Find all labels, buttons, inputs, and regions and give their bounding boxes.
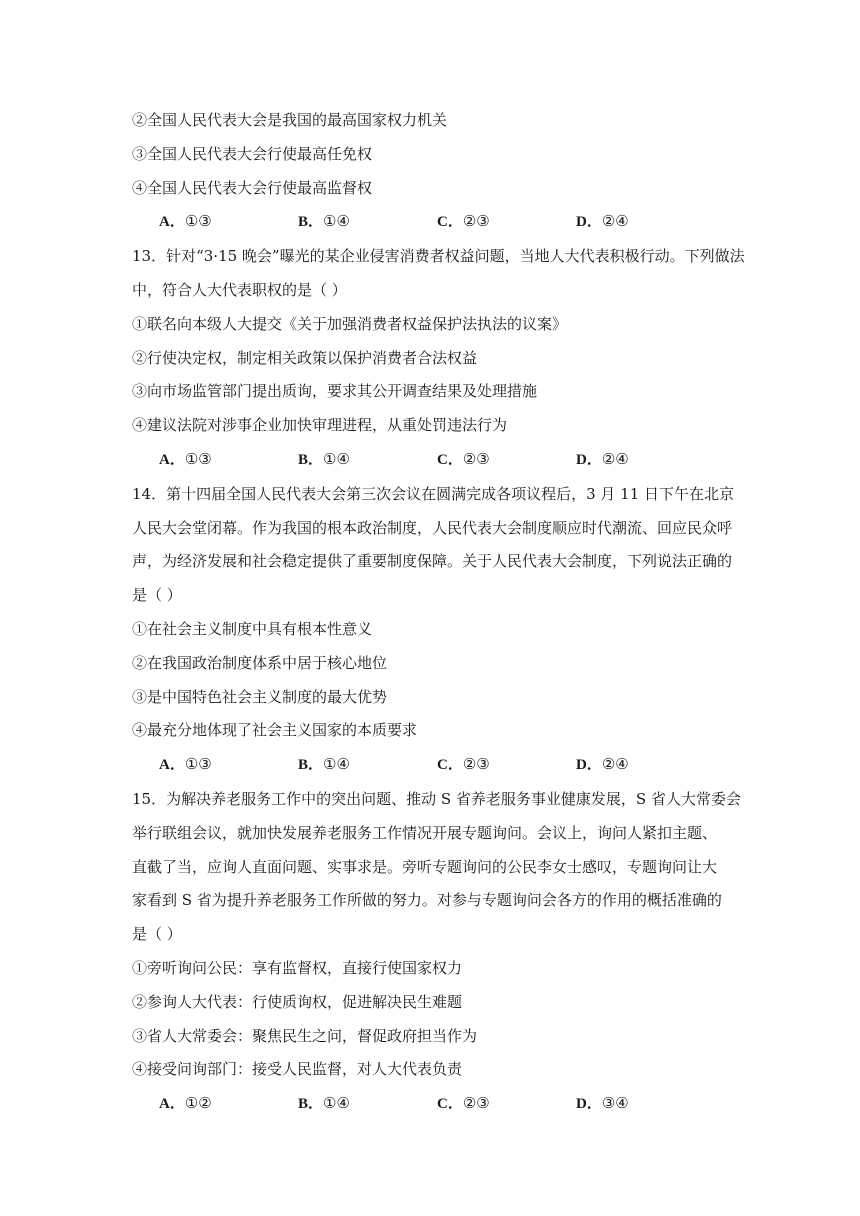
stem-line: 声，为经济发展和社会稳定提供了重要制度保障。关于人民代表大会制度，下列说法正确的: [132, 552, 733, 571]
statement: ③向市场监管部门提出质询，要求其公开调查结果及处理措施: [132, 382, 538, 401]
option-b: [298, 205, 437, 240]
option-d: [576, 1087, 629, 1122]
statement: ①在社会主义制度中具有根本性意义: [132, 619, 373, 638]
option-text: ①③: [184, 755, 212, 774]
option-letter: A．: [159, 757, 185, 774]
statement: ②在我国政治制度体系中居于核心地位: [132, 653, 388, 672]
option-letter: A．: [159, 1096, 185, 1113]
stem-line: 是（ ）: [132, 925, 182, 944]
option-text: ②③: [462, 449, 490, 468]
option-text: ①④: [323, 212, 350, 231]
answer-options: [132, 748, 732, 783]
statement: ①联名向本级人大提交《关于加强消费者权益保护法执法的议案》: [132, 314, 568, 333]
option-letter: B．: [298, 451, 324, 468]
statement: ②参询人大代表：行使质询权，促进解决民生难题: [132, 992, 463, 1011]
stem-line: 14．第十四届全国人民代表大会第三次会议在圆满完成各项议程后，3 月 11 日下午在北京: [132, 484, 735, 503]
option-text: ②③: [462, 212, 490, 231]
option-letter: B．: [298, 1096, 324, 1113]
option-letter: C．: [437, 214, 463, 231]
question-content: [132, 104, 745, 1122]
stem-line: 15．为解决养老服务工作中的突出问题、推动 S 省养老服务事业健康发展，S 省人大常委会: [132, 789, 741, 808]
stem-line: 是（ ）: [132, 586, 182, 605]
answer-options: [132, 443, 732, 478]
option-d: [576, 443, 629, 478]
option-c: [437, 443, 576, 478]
stem-line: 家看到 S 省为提升养老服务工作所做的努力。对参与专题询问会各方的作用的概括准确的: [132, 891, 722, 910]
option-text: ②③: [462, 1094, 490, 1113]
question-12-tail: [132, 104, 732, 240]
option-b: [298, 748, 437, 783]
statement: ③是中国特色社会主义制度的最大优势: [132, 687, 388, 706]
stem-line: 13．针对“3·15 晚会”曝光的某企业侵害消费者权益问题，当地人大代表积极行动。下列做法: [132, 247, 745, 266]
question-stem: [132, 240, 745, 308]
stem-line: 直截了当，应询人直面问题、实事求是。旁听专题询问的公民李女士感叹，专题询问让大: [132, 857, 718, 876]
option-text: ①③: [184, 449, 212, 468]
statement: ③全国人民代表大会行使最高任免权: [132, 144, 373, 163]
option-b: [298, 1087, 437, 1122]
answer-options: [132, 205, 732, 240]
question-13: [132, 240, 745, 478]
answer-options: [132, 1087, 732, 1122]
option-a: [159, 748, 298, 783]
option-b: [298, 443, 437, 478]
option-text: ①②: [184, 1094, 212, 1113]
option-letter: C．: [437, 1096, 463, 1113]
option-letter: D．: [576, 1096, 602, 1113]
statement: ④接受问询部门：接受人民监督，对人大代表负责: [132, 1060, 463, 1079]
statement: ④建议法院对涉事企业加快审理进程，从重处罚违法行为: [132, 416, 508, 435]
statement: ①旁听询问公民：享有监督权，直接行使国家权力: [132, 958, 463, 977]
option-letter: D．: [576, 451, 602, 468]
option-text: ②④: [601, 755, 629, 774]
option-text: ①④: [323, 755, 350, 774]
question-stem: [132, 783, 741, 952]
option-text: ②④: [601, 212, 629, 231]
statement: ②全国人民代表大会是我国的最高国家权力机关: [132, 111, 448, 129]
option-letter: C．: [437, 757, 463, 774]
option-text: ②④: [601, 449, 629, 468]
option-text: ①④: [323, 1094, 350, 1113]
option-a: [159, 205, 298, 240]
stem-line: 举行联组会议，就加快发展养老服务工作情况开展专题询问。会议上，询问人紧扣主题、: [132, 823, 718, 842]
option-letter: D．: [576, 214, 602, 231]
option-letter: A．: [159, 451, 185, 468]
question-14: [132, 478, 735, 783]
option-text: ①③: [184, 212, 212, 231]
option-d: [576, 748, 629, 783]
option-letter: B．: [298, 214, 324, 231]
option-letter: D．: [576, 757, 602, 774]
stem-line: 人民大会堂闭幕。作为我国的根本政治制度，人民代表大会制度顺应时代潮流、回应民众呼: [132, 518, 733, 537]
option-c: [437, 205, 576, 240]
option-c: [437, 1087, 576, 1122]
statement: ②行使决定权，制定相关政策以保护消费者合法权益: [132, 348, 478, 367]
question-stem: [132, 478, 735, 613]
statement: ④全国人民代表大会行使最高监督权: [132, 178, 373, 197]
option-text: ①④: [323, 449, 350, 468]
option-text: ③④: [601, 1094, 629, 1113]
option-c: [437, 748, 576, 783]
option-a: [159, 443, 298, 478]
question-15: [132, 783, 741, 1122]
statement: ③省人大常委会：聚焦民生之问，督促政府担当作为: [132, 1026, 478, 1045]
stem-line: 中，符合人大代表职权的是（ ）: [132, 280, 347, 299]
statement: ④最充分地体现了社会主义国家的本质要求: [132, 721, 418, 740]
option-letter: A．: [159, 214, 185, 231]
option-a: [159, 1087, 298, 1122]
option-text: ②③: [462, 755, 490, 774]
option-letter: B．: [298, 757, 324, 774]
option-letter: C．: [437, 451, 463, 468]
option-d: [576, 205, 629, 240]
